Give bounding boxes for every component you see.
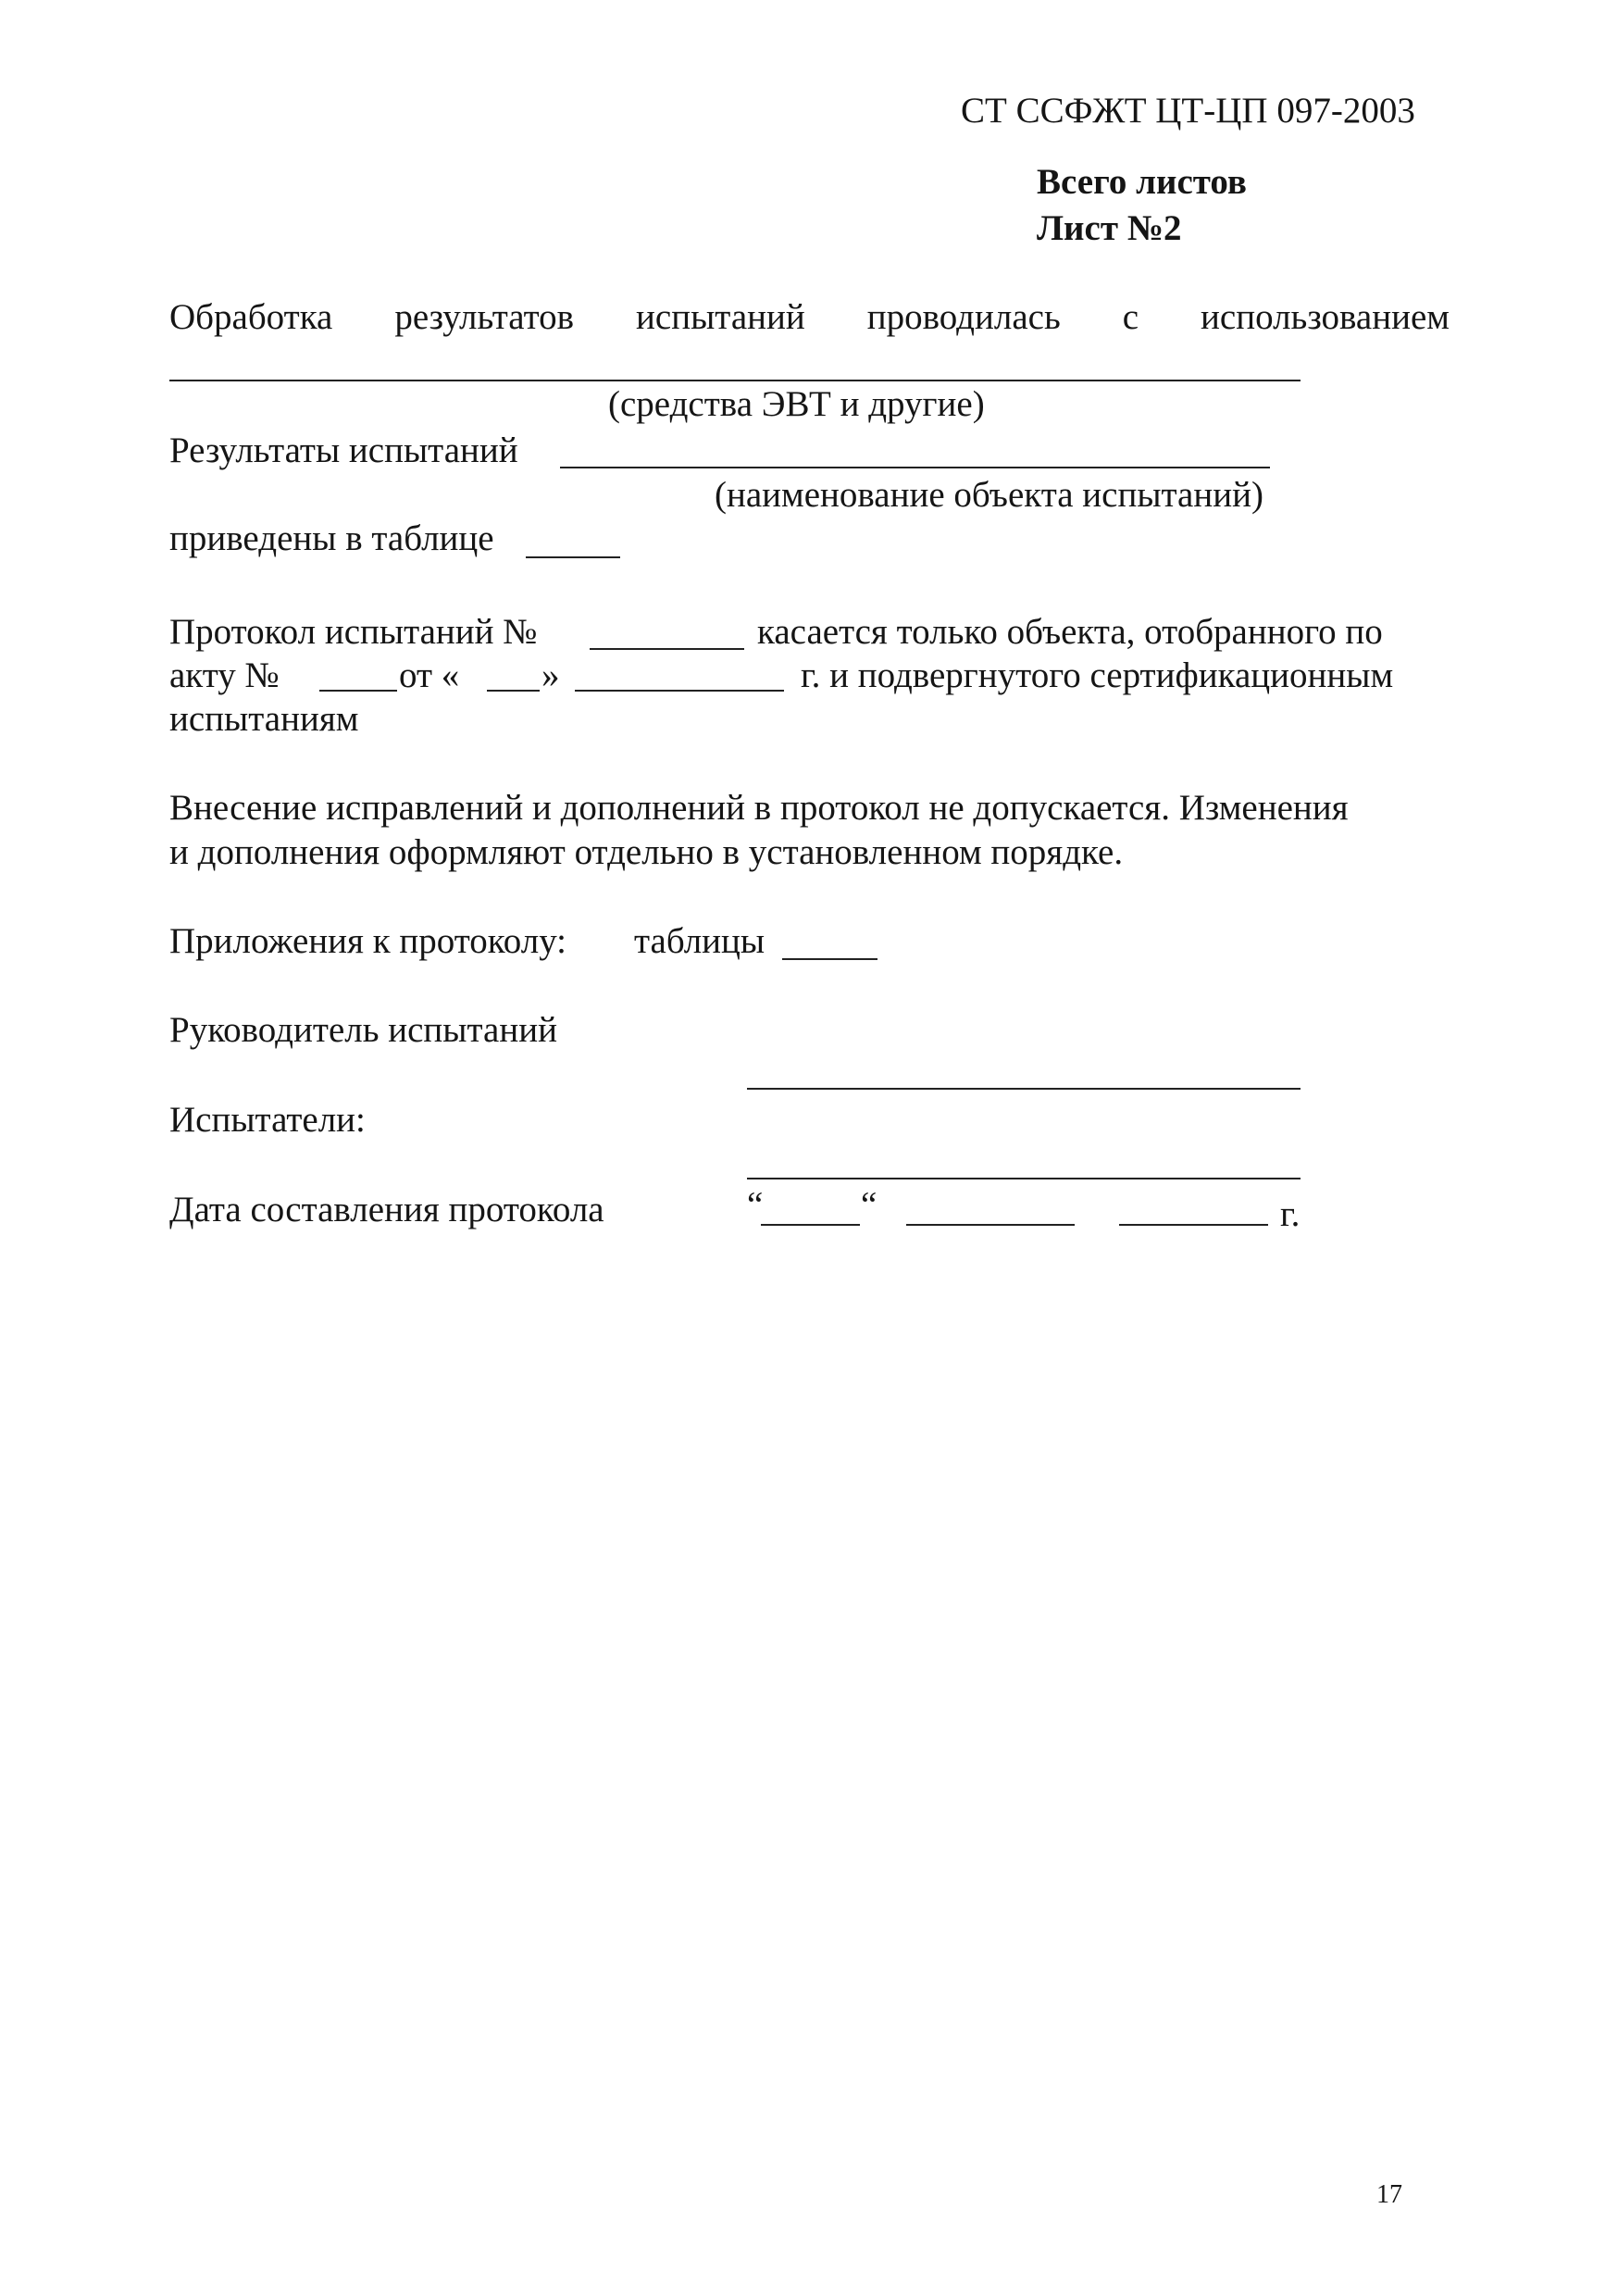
processing-means-blank[interactable] [169,380,1301,381]
close-quote: “ [861,1185,877,1225]
attachments-label: Приложения к протоколу: [169,921,567,961]
attachments-tables-label: таблицы [634,921,765,961]
testers-label: Испытатели: [169,1100,366,1140]
act-number-label: акту № [169,655,280,695]
act-month-blank[interactable] [575,690,784,692]
results-label: Результаты испытаний [169,430,518,470]
word: Обработка [169,297,333,337]
year-suffix: г. [1280,1194,1301,1234]
object-name-blank[interactable] [560,467,1270,468]
total-sheets-label: Всего листов [1037,162,1247,202]
open-quote: “ [747,1185,764,1225]
word: с [1122,297,1139,337]
table-reference-label: приведены в таблице [169,518,494,558]
processing-sentence [169,299,1450,335]
test-head-signature-line[interactable] [747,1088,1301,1090]
date-year-blank[interactable] [1119,1224,1268,1226]
protocol-line-end: испытаниям [169,699,359,739]
word: использованием [1201,297,1450,337]
word: проводилась [866,297,1061,337]
act-certification-text: г. и подвергнутого сертификационным [801,655,1394,695]
table-number-blank[interactable] [526,556,620,558]
corrections-text-line1: Внесение исправлений и дополнений в протокол не допускается. Изменения [169,788,1349,828]
act-date-open: от « [399,655,460,695]
act-number-blank[interactable] [319,690,397,692]
protocol-number-blank[interactable] [590,648,744,650]
compilation-date-label: Дата составления протокола [169,1190,604,1229]
sheet-number-label: Лист №2 [1037,208,1182,248]
date-day-blank[interactable] [761,1224,860,1226]
test-head-label: Руководитель испытаний [169,1010,557,1050]
protocol-number-label: Протокол испытаний № [169,612,538,652]
act-day-blank[interactable] [487,690,540,692]
corrections-text-line2: и дополнения оформляют отдельно в установленном порядке. [169,832,1124,872]
object-name-caption: (наименование объекта испытаний) [715,475,1263,515]
document-code: СТ ССФЖТ ЦТ-ЦП 097-2003 [961,91,1415,131]
page-number: 17 [1376,2180,1402,2209]
attachment-tables-blank[interactable] [782,958,877,960]
word: результатов [394,297,575,337]
testers-signature-line[interactable] [747,1178,1301,1179]
processing-means-caption: (средства ЭВТ и другие) [608,384,985,424]
word: испытаний [636,297,805,337]
act-date-close: » [541,655,560,695]
protocol-scope-text: касается только объекта, отобранного по [757,612,1383,652]
date-month-blank[interactable] [906,1224,1075,1226]
